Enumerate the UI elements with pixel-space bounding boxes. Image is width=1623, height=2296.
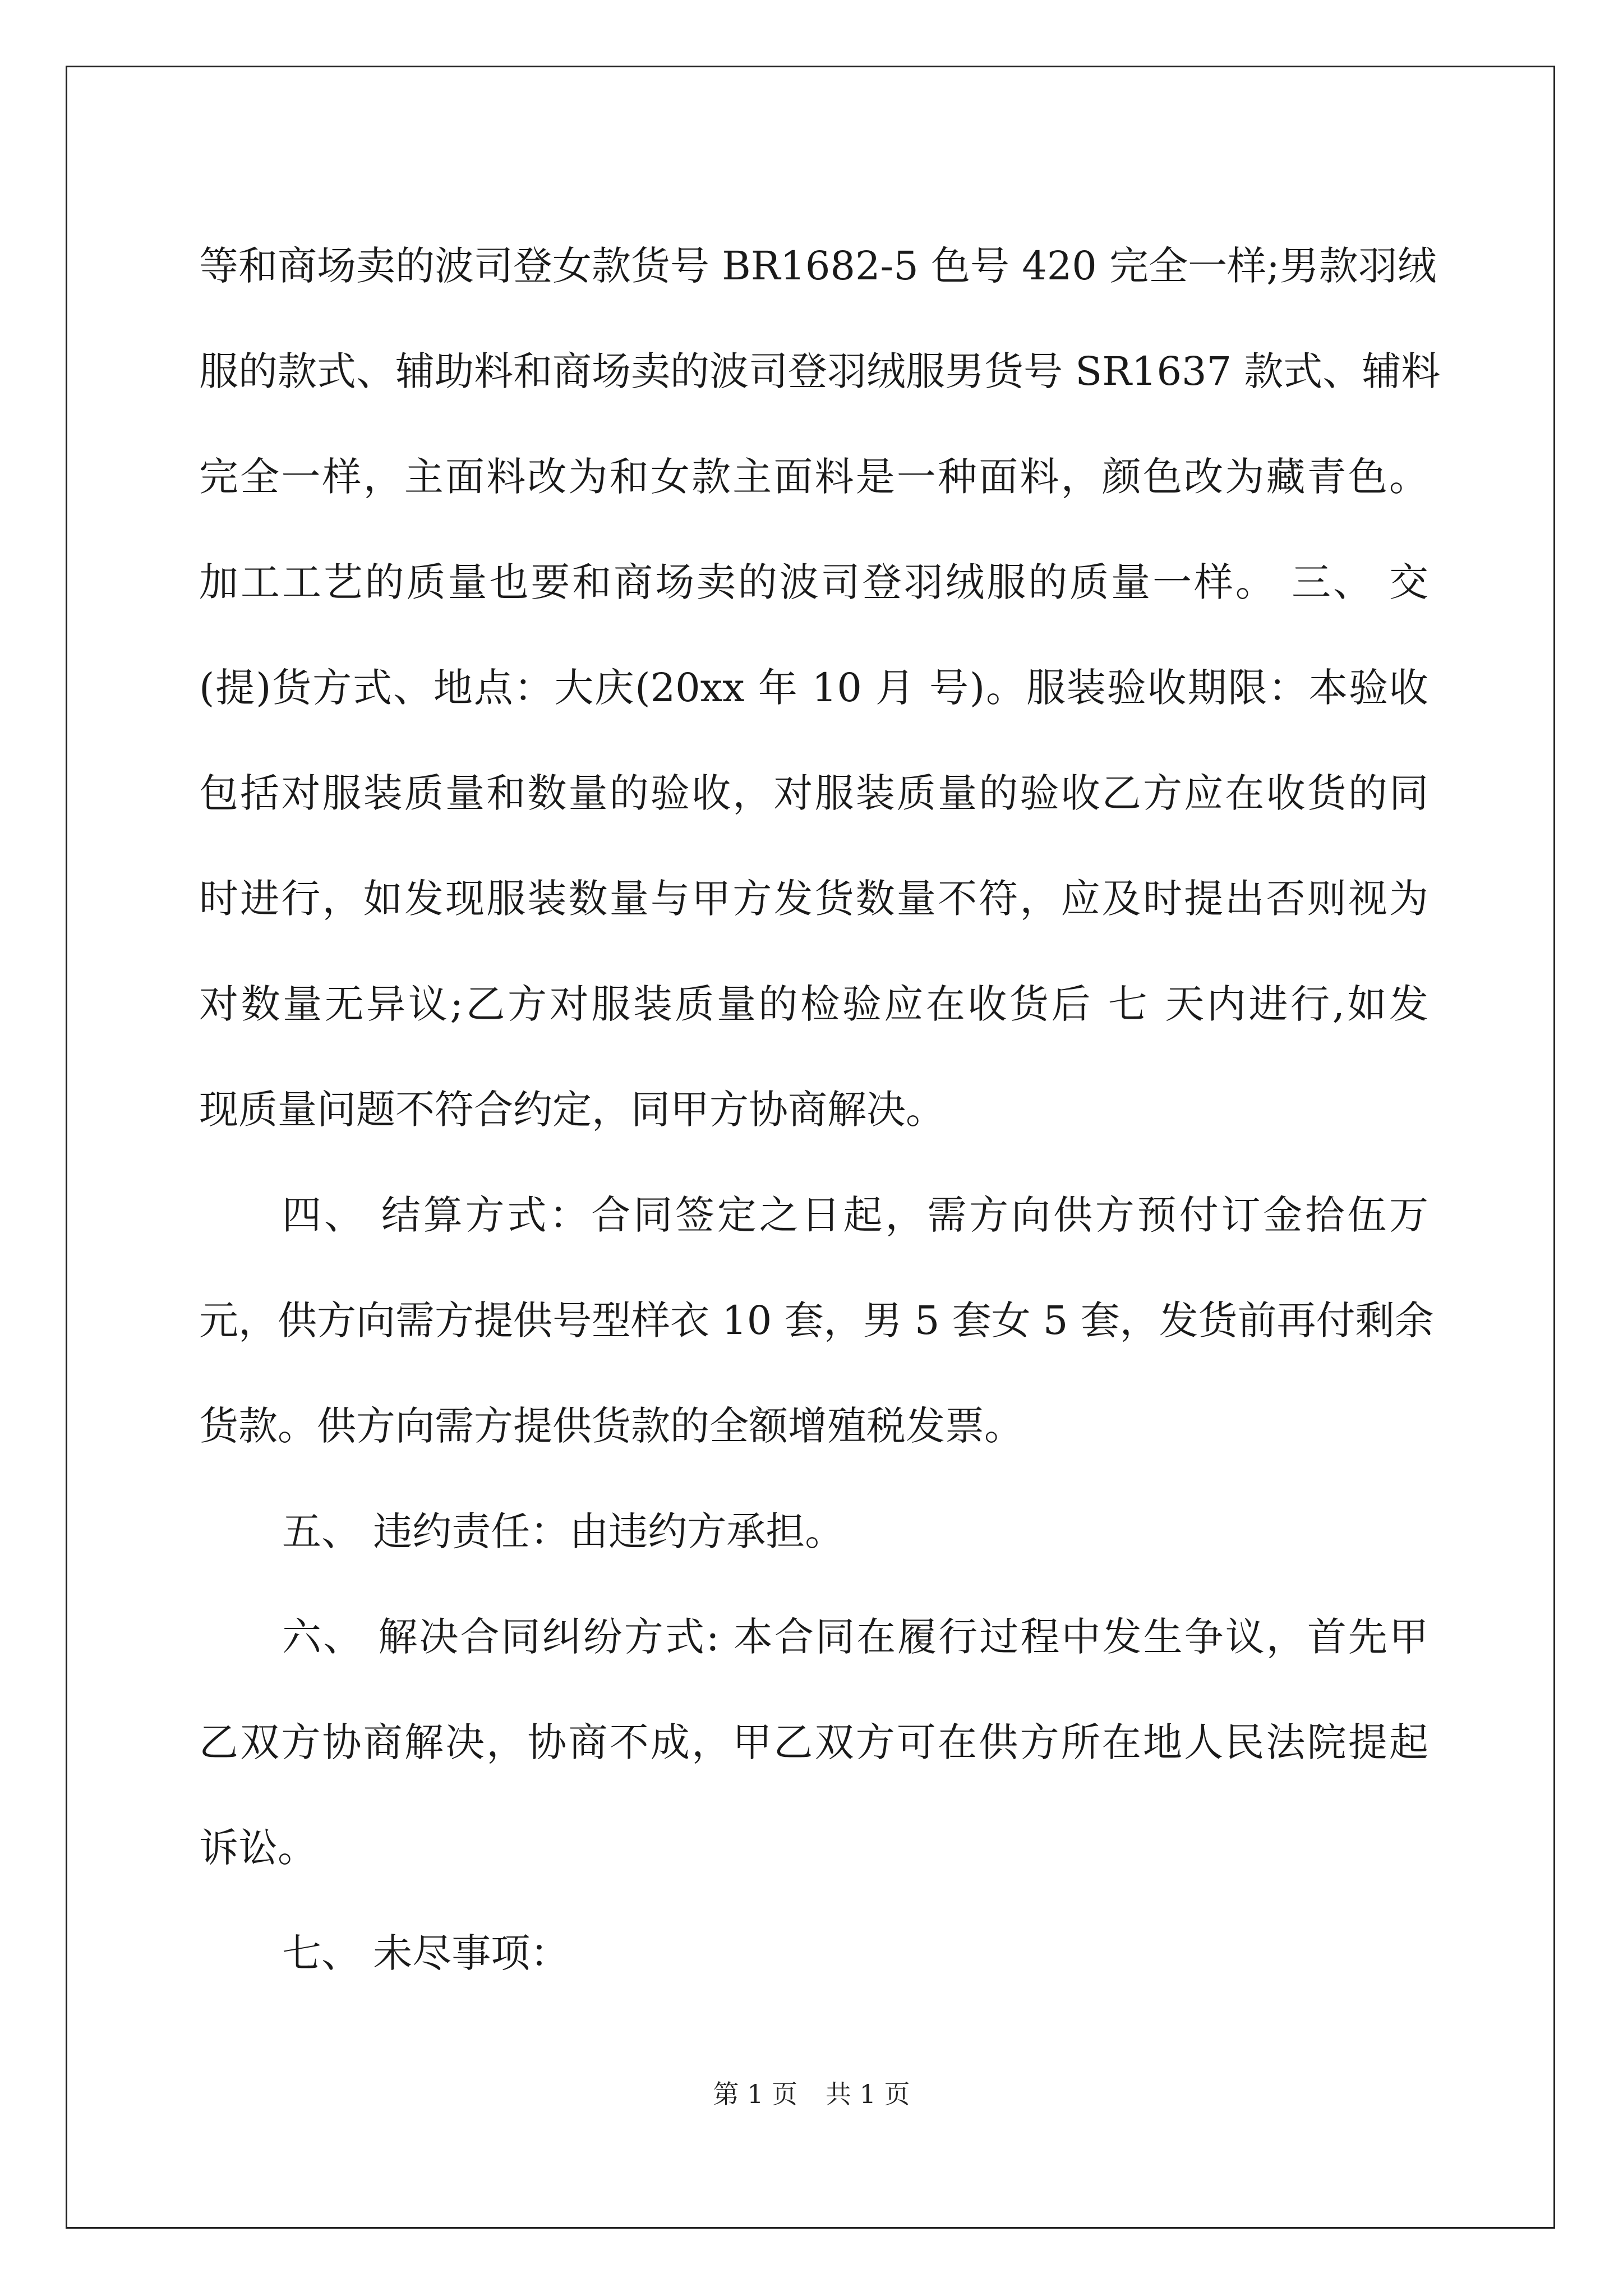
page-footer — [0, 2077, 1623, 2111]
text-line: 元，供方向需方提供号型样衣 10 套，男 5 套女 5 套，发货前再付剩余 — [199, 1297, 1434, 1343]
text-line: 时进行，如发现服装数量与甲方发货数量不符，应及时提出否则视为 — [199, 876, 1428, 922]
text-line: 完全一样，主面料改为和女款主面料是一种面料，颜色改为藏青色。 — [199, 454, 1428, 500]
text-line: 包括对服装质量和数量的验收，对服装质量的验收乙方应在收货的同 — [199, 770, 1428, 816]
text-line: (提)货方式、地点：大庆(20xx 年 10 月 号)。服装验收期限：本验收 — [199, 665, 1428, 711]
text-line: 乙双方协商解决，协商不成，甲乙双方可在供方所在地人民法院提起 — [199, 1719, 1428, 1765]
text-line: 对数量无异议;乙方对服装质量的检验应在收货后 七 天内进行,如发 — [199, 981, 1428, 1027]
text-line: 诉讼。 — [199, 1825, 317, 1871]
page-number: 第 1 页 — [713, 2079, 797, 2109]
document-body — [199, 213, 1441, 2006]
text-line: 货款。供方向需方提供货款的全额增殖税发票。 — [199, 1403, 1023, 1449]
text-line: 五、 违约责任：由违约方承担。 — [282, 1508, 845, 1554]
page-total: 共 1 页 — [826, 2079, 910, 2109]
text-line: 现质量问题不符合约定，同甲方协商解决。 — [199, 1087, 945, 1133]
text-line: 四、 结算方式：合同签定之日起，需方向供方预付订金拾伍万 — [282, 1192, 1428, 1238]
text-line: 加工工艺的质量也要和商场卖的波司登羽绒服的质量一样。 三、 交 — [199, 559, 1428, 605]
text-line: 七、 未尽事项： — [282, 1930, 570, 1976]
text-line: 六、 解决合同纠纷方式: 本合同在履行过程中发生争议，首先甲 — [282, 1614, 1428, 1660]
text-line: 等和商场卖的波司登女款货号 BR1682-5 色号 420 完全一样;男款羽绒 — [199, 243, 1437, 289]
text-line: 服的款式、辅助料和商场卖的波司登羽绒服男货号 SR1637 款式、辅料 — [199, 348, 1441, 394]
